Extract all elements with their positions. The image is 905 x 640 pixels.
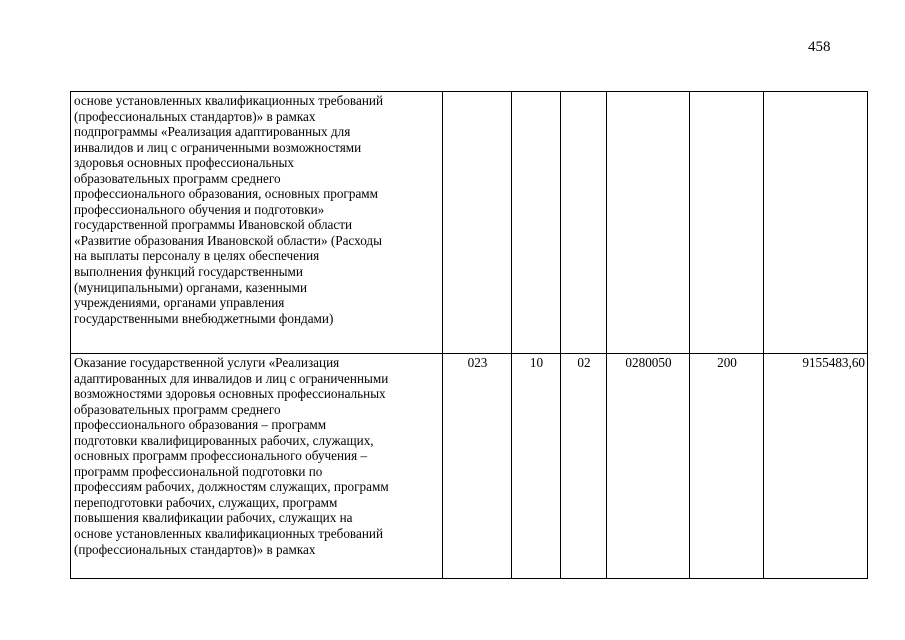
target-article-cell <box>607 92 690 354</box>
text-line: адаптированных для инвалидов и лиц с ограниченными <box>74 370 389 386</box>
text-line: подготовки квалифицированных рабочих, служащих, <box>74 432 374 448</box>
budget-table <box>70 91 868 579</box>
subsection-code-cell <box>561 92 607 354</box>
text-line: выполнения функций государственными <box>74 264 303 280</box>
text-line: основе установленных квалификационных требований <box>74 526 384 542</box>
text-line: Оказание государственной услуги «Реализация <box>74 355 340 370</box>
expense-type-cell: 200 <box>690 354 764 579</box>
expense-name-cell <box>71 92 443 354</box>
text-line: образовательных программ среднего <box>74 170 281 186</box>
text-line: «Развитие образования Ивановской области» (Расходы <box>74 232 382 248</box>
text-line: учреждениями, органами управления <box>74 295 285 311</box>
section-code-cell <box>512 92 561 354</box>
table-row <box>71 354 868 579</box>
text-line: здоровья основных профессиональных <box>74 155 294 171</box>
text-line: профессионального обучения и подготовки» <box>74 201 325 217</box>
text-line: переподготовки рабочих, служащих, программ <box>74 494 338 510</box>
target-article-cell: 0280050 <box>607 354 690 579</box>
amount-cell <box>764 92 868 354</box>
text-line: государственными внебюджетными фондами) <box>74 310 334 326</box>
subsection-code-cell: 02 <box>561 354 607 579</box>
text-line: программ профессиональной подготовки по <box>74 463 323 479</box>
text-line: образовательных программ среднего <box>74 401 281 417</box>
text-line: профессиям рабочих, должностям служащих, программ <box>74 479 389 495</box>
text-line: государственной программы Ивановской области <box>74 217 353 233</box>
text-line: профессионального образования – программ <box>74 417 327 433</box>
text-line: профессионального образования, основных программ <box>74 186 378 202</box>
table-row <box>71 92 868 354</box>
amount-cell: 9155483,60 <box>764 354 868 579</box>
ministry-code-cell: 023 <box>443 354 512 579</box>
text-line: основе установленных квалификационных требований <box>74 93 384 108</box>
text-line: инвалидов и лиц с ограниченными возможностями <box>74 139 362 155</box>
page-number: 458 <box>808 39 831 55</box>
expense-type-cell <box>690 92 764 354</box>
text-line: основных программ профессионального обучения – <box>74 448 368 464</box>
text-line: повышения квалификации рабочих, служащих на <box>74 510 353 526</box>
text-line: (муниципальными) органами, казенными <box>74 279 308 295</box>
ministry-code-cell <box>443 92 512 354</box>
text-line: (профессиональных стандартов)» в рамках <box>74 541 316 557</box>
text-line: подпрограммы «Реализация адаптированных для <box>74 124 351 140</box>
text-line: на выплаты персоналу в целях обеспечения <box>74 248 320 264</box>
text-line: (профессиональных стандартов)» в рамках <box>74 108 316 124</box>
expense-name-cell <box>71 354 443 579</box>
section-code-cell: 10 <box>512 354 561 579</box>
text-line: возможностями здоровья основных профессиональных <box>74 386 386 402</box>
